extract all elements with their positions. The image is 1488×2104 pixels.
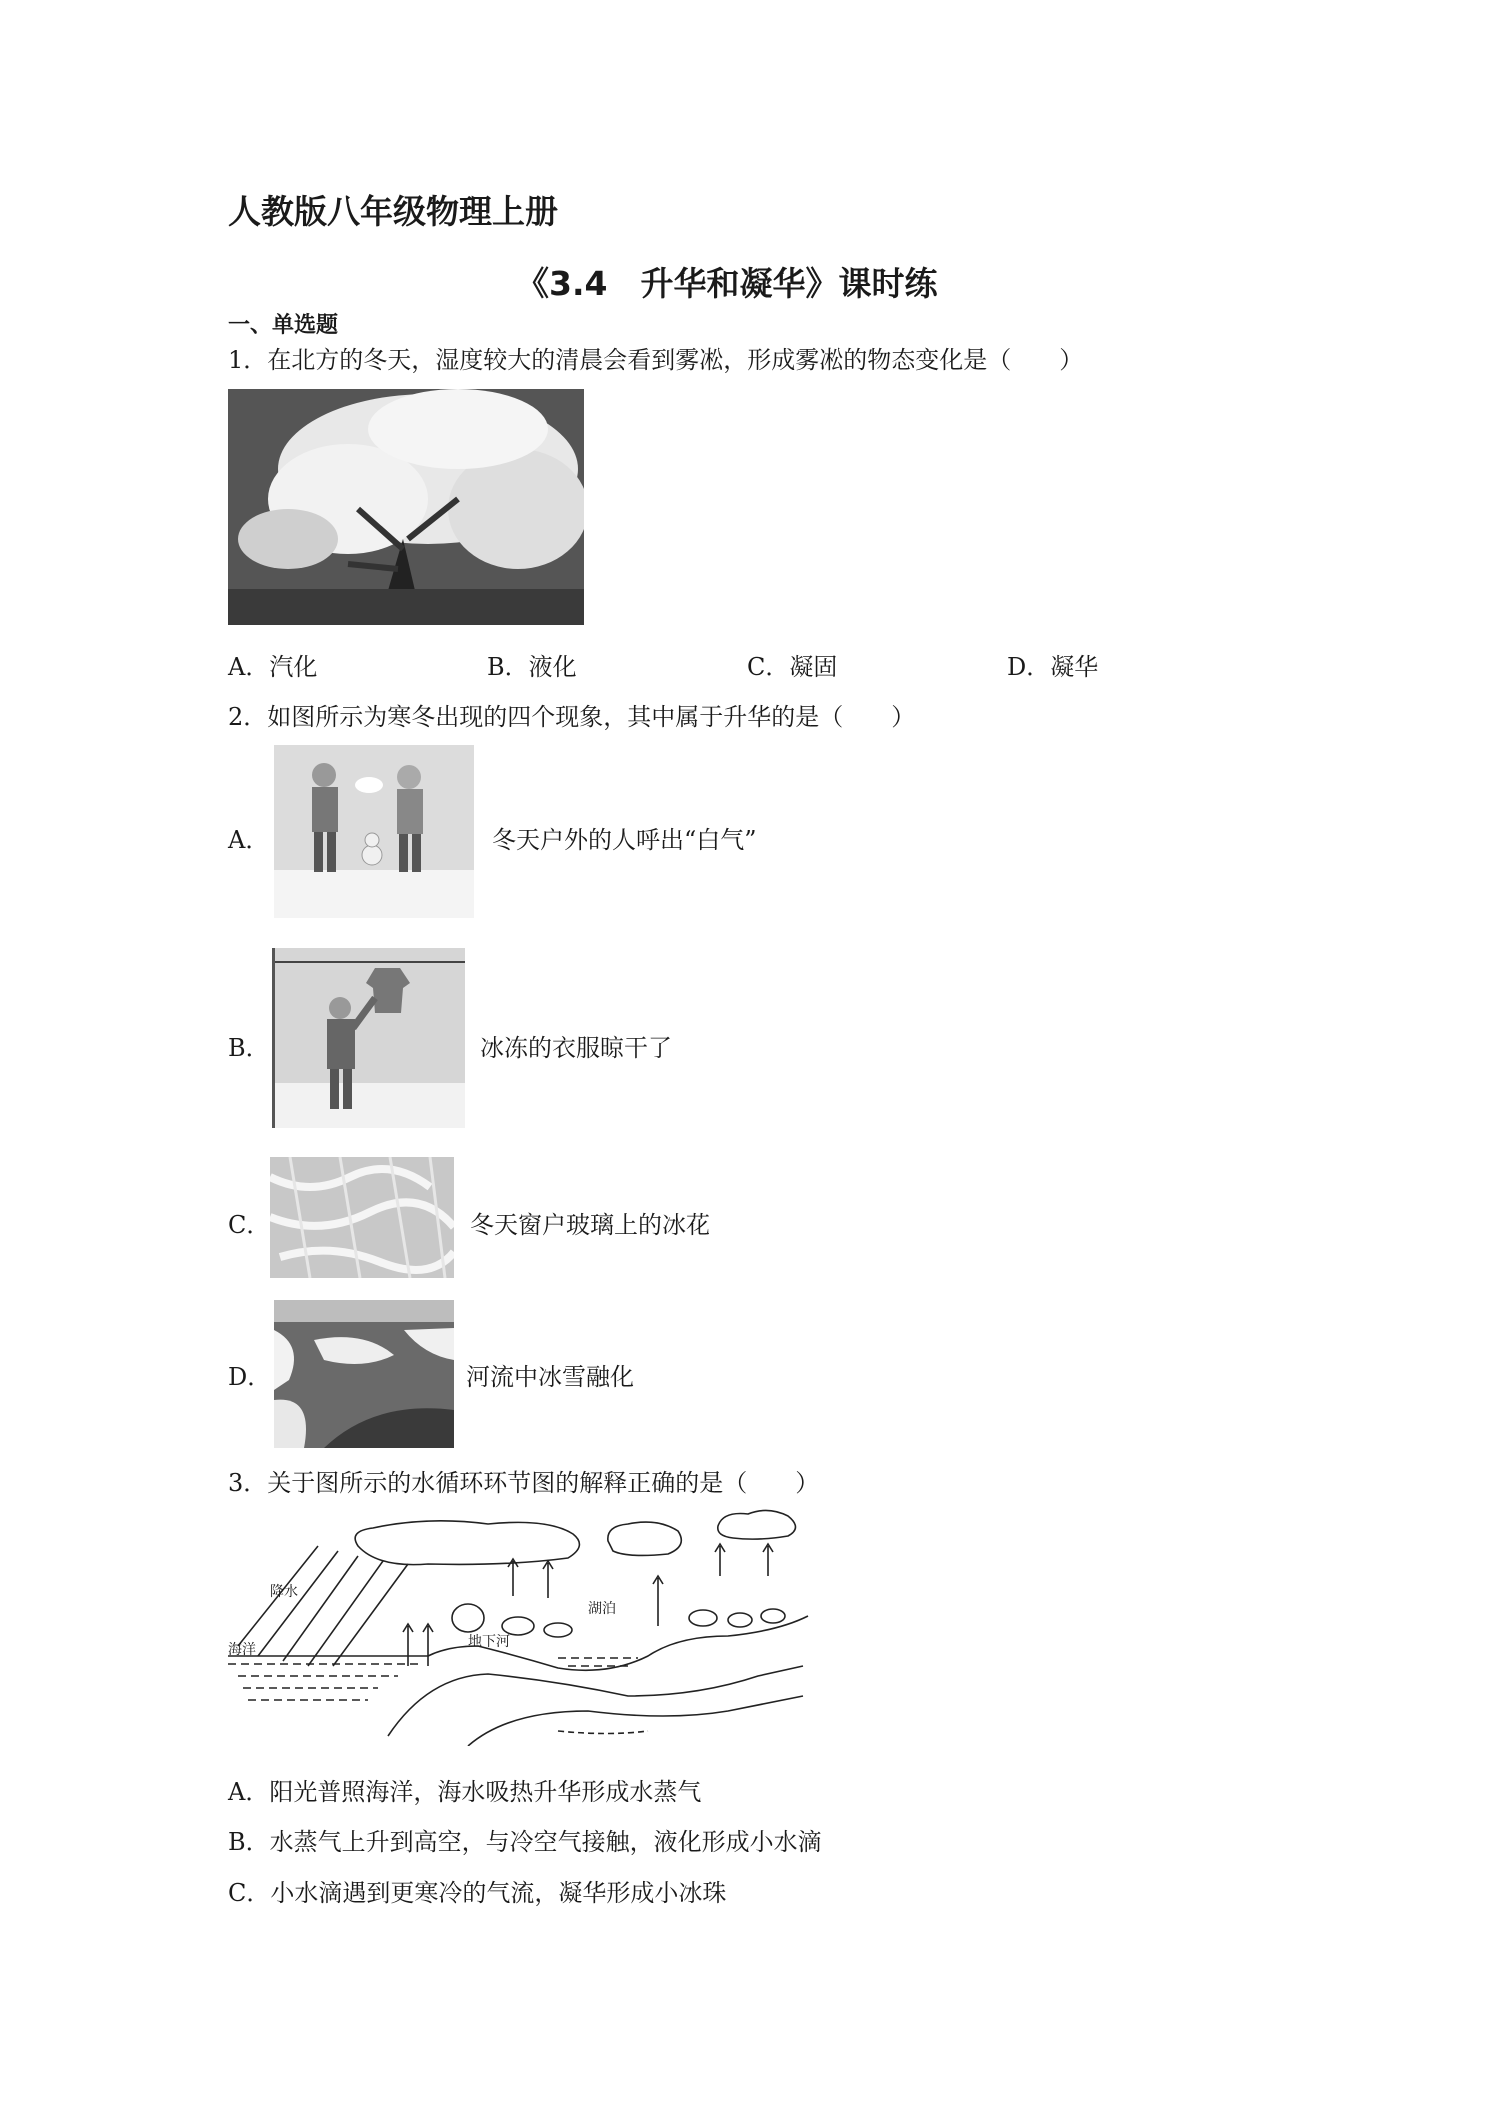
q1-option-a: A．汽化 xyxy=(228,653,318,681)
river-ice-melting-picture xyxy=(274,1300,454,1448)
q1-option-b: B．液化 xyxy=(487,653,577,681)
q2-option-c-letter: C． xyxy=(228,1211,271,1239)
frozen-clothes-dry-picture xyxy=(272,948,465,1128)
q1-option-c: C．凝固 xyxy=(747,653,838,681)
ice-flower-illustration xyxy=(270,1157,454,1278)
diagram-label-ocean: 海洋 xyxy=(228,1642,256,1658)
q1-option-d: D．凝华 xyxy=(1007,653,1099,681)
q3-option-b: B．水蒸气上升到高空，与冷空气接触，液化形成小水滴 xyxy=(228,1828,822,1856)
child-with-clothes-illustration xyxy=(275,948,465,1128)
breath-white-vapor-picture xyxy=(274,745,474,918)
two-children-illustration xyxy=(274,745,474,918)
diagram-label-rain: 降水 xyxy=(270,1584,298,1600)
water-cycle-illustration xyxy=(228,1506,818,1746)
document-header: 人教版八年级物理上册 xyxy=(228,192,558,231)
q3-option-a: A．阳光普照海洋，海水吸热升华形成水蒸气 xyxy=(228,1778,702,1806)
q2-option-d-letter: D． xyxy=(228,1363,272,1391)
q2-option-b-text: 冰冻的衣服晾干了 xyxy=(480,1034,672,1062)
water-cycle-diagram xyxy=(228,1506,818,1746)
page-title: 《3.4 升华和凝华》课时练 xyxy=(516,264,938,303)
q2-option-b-letter: B． xyxy=(228,1034,270,1062)
diagram-label-lake: 湖泊 xyxy=(588,1601,616,1617)
q2-option-a-letter: A． xyxy=(228,826,270,854)
rime-tree-illustration xyxy=(228,389,584,625)
q2-option-d-text: 河流中冰雪融化 xyxy=(466,1363,634,1391)
question-1-stem: 1．在北方的冬天，湿度较大的清晨会看到雾凇，形成雾凇的物态变化是（ ） xyxy=(228,346,1084,374)
question-2-stem: 2．如图所示为寒冬出现的四个现象，其中属于升华的是（ ） xyxy=(228,703,916,731)
section-heading: 一、单选题 xyxy=(228,313,339,338)
window-ice-flower-picture xyxy=(270,1157,454,1278)
rime-tree-photo xyxy=(228,389,584,625)
q3-option-c: C．小水滴遇到更寒冷的气流，凝华形成小冰珠 xyxy=(228,1879,727,1907)
q2-option-a-text: 冬天户外的人呼出“白气” xyxy=(492,826,757,854)
q2-option-c-text: 冬天窗户玻璃上的冰花 xyxy=(470,1211,710,1239)
river-illustration xyxy=(274,1300,454,1448)
question-3-stem: 3．关于图所示的水循环环节图的解释正确的是（ ） xyxy=(228,1469,820,1497)
diagram-label-underground-river: 地下河 xyxy=(468,1634,510,1650)
